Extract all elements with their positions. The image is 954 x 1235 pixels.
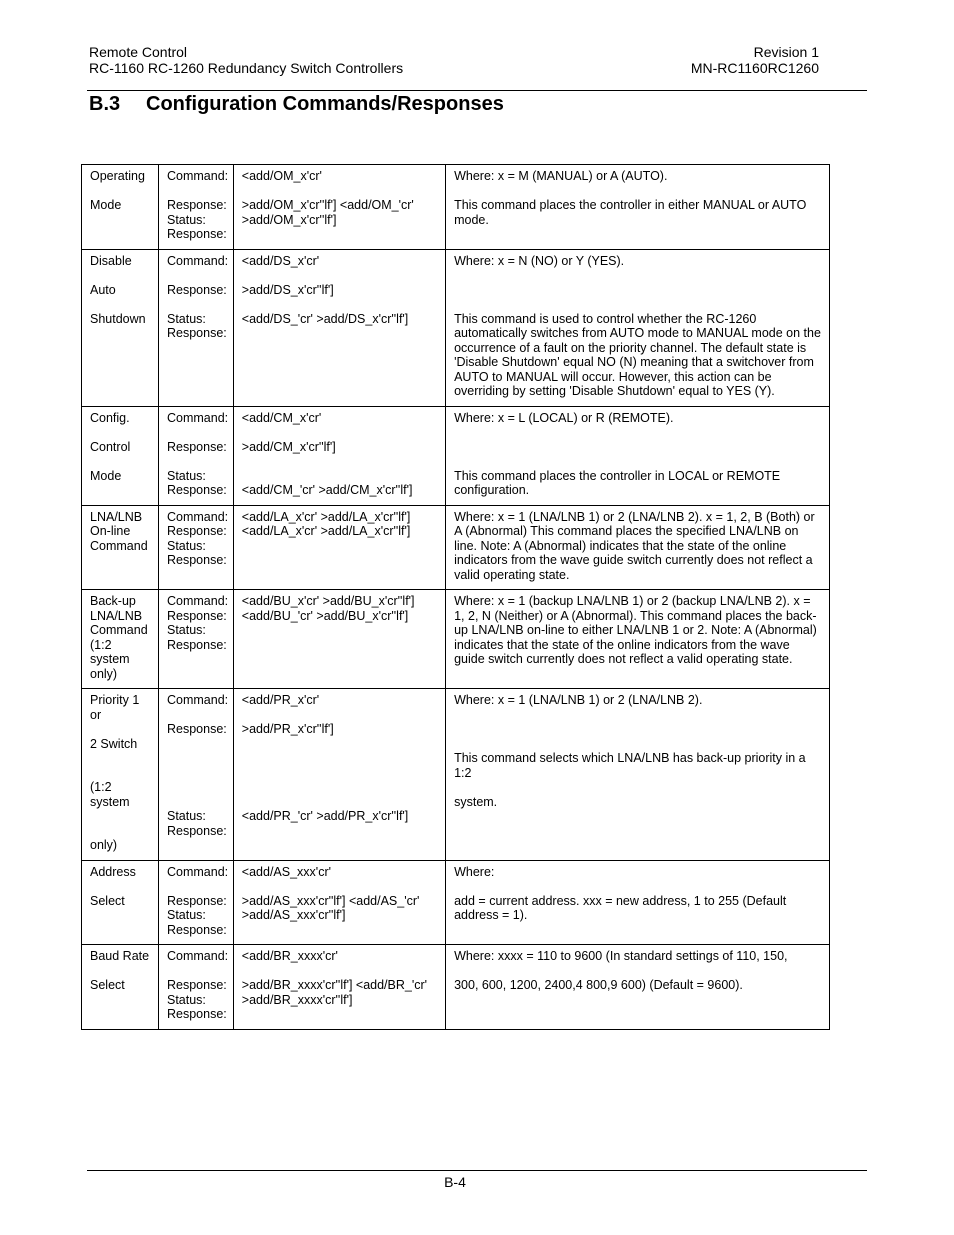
commands-table xyxy=(81,164,830,1030)
command-labels-cell: Command: Response: Status: Response: xyxy=(159,505,234,590)
table-row xyxy=(82,505,830,590)
page-header-right xyxy=(691,44,819,76)
command-name-cell: Baud Rate Select xyxy=(82,945,159,1030)
command-description-cell: Where: add = current address. xxx = new address, 1 to 255 (Default address = 1). xyxy=(446,860,830,945)
command-name-cell: Address Select xyxy=(82,860,159,945)
command-labels-cell: Command: Response: Status: Response: xyxy=(159,860,234,945)
command-labels-cell: Command: Response: Status: Response: xyxy=(159,689,234,861)
command-syntax-cell: <add/OM_x'cr' >add/OM_x'cr''lf'] <add/OM_'cr' >add/OM_x'cr''lf'] xyxy=(233,165,445,250)
header-product: RC-1160 RC-1260 Redundancy Switch Controllers xyxy=(89,60,404,76)
command-syntax-cell: <add/AS_xxx'cr' >add/AS_xxx'cr''lf'] <add/AS_'cr' >add/AS_xxx'cr''lf'] xyxy=(233,860,445,945)
command-syntax-cell: <add/BU_x'cr' >add/BU_x'cr''lf'] <add/BU_'cr' >add/BU_x'cr''lf'] xyxy=(233,590,445,689)
table-row xyxy=(82,406,830,505)
command-labels-cell: Command: Response: Status: Response: xyxy=(159,406,234,505)
header-divider xyxy=(87,90,867,91)
command-name-cell: Disable Auto Shutdown xyxy=(82,249,159,406)
command-labels-cell: Command: Response: Status: Response: xyxy=(159,165,234,250)
command-labels-cell: Command: Response: Status: Response: xyxy=(159,249,234,406)
command-description-cell: Where: x = 1 (LNA/LNB 1) or 2 (LNA/LNB 2). This command selects which LNA/LNB has back-up priority in a 1:2 system. xyxy=(446,689,830,861)
command-name-cell: Config. Control Mode xyxy=(82,406,159,505)
command-name-cell: Operating Mode xyxy=(82,165,159,250)
section-title: Configuration Commands/Responses xyxy=(146,93,504,115)
table-row xyxy=(82,249,830,406)
command-name-cell: Priority 1 or 2 Switch (1:2 system only) xyxy=(82,689,159,861)
page-header-left xyxy=(89,44,403,76)
section-number: B.3 xyxy=(89,93,121,115)
header-chapter: Remote Control xyxy=(89,44,188,60)
command-name-cell: Back-up LNA/LNB Command (1:2 system only) xyxy=(82,590,159,689)
table-row xyxy=(82,860,830,945)
command-description-cell: Where: x = 1 (LNA/LNB 1) or 2 (LNA/LNB 2). x = 1, 2, B (Both) or A (Abnormal) This command places the specified LNA/LNB on line. Note: A (Abnormal) indicates that the state of the online indicators from the wave guide switch currently does not reflect a valid operating state. xyxy=(446,505,830,590)
commands-table-body xyxy=(82,165,830,1030)
command-syntax-cell: <add/PR_x'cr' >add/PR_x'cr''lf'] <add/PR_'cr' >add/PR_x'cr''lf'] xyxy=(233,689,445,861)
footer-divider xyxy=(87,1170,867,1171)
command-description-cell: Where: x = N (NO) or Y (YES). This command is used to control whether the RC-1260 automatically switches from AUTO mode to MANUAL mode on the occurrence of a fault on the priority channel. The default state is 'Disable Shutdown' equal NO (N) meaning that a switchover from AUTO to MANUAL will occur. However, this action can be overriding by setting 'Disable Shutdown' equal to YES (Y). xyxy=(446,249,830,406)
command-description-cell: Where: xxxx = 110 to 9600 (In standard settings of 110, 150, 300, 600, 1200, 2400,4 800,9 600) (Default = 9600). xyxy=(446,945,830,1030)
page-number: B-4 xyxy=(444,1174,466,1190)
section-heading xyxy=(89,92,504,116)
table-row xyxy=(82,689,830,861)
command-syntax-cell: <add/CM_x'cr' >add/CM_x'cr''lf'] <add/CM_'cr' >add/CM_x'cr''lf'] xyxy=(233,406,445,505)
command-name-cell: LNA/LNB On-line Command xyxy=(82,505,159,590)
command-labels-cell: Command: Response: Status: Response: xyxy=(159,590,234,689)
header-revision: Revision 1 xyxy=(753,44,819,60)
command-description-cell: Where: x = 1 (backup LNA/LNB 1) or 2 (backup LNA/LNB 2). x = 1, 2, N (Neither) or A (Abnormal). This command places the back-up LNA/LNB on-line to either LNA/LNB 1 or 2. Note: A (Abnormal) indicates that the state of the online indicators from the wave guide switch currently does not reflect a valid operating state. xyxy=(446,590,830,689)
header-doc-number: MN-RC1160RC1260 xyxy=(690,60,819,76)
command-description-cell: Where: x = M (MANUAL) or A (AUTO). This command places the controller in either MANUAL or AUTO mode. xyxy=(446,165,830,250)
command-syntax-cell: <add/DS_x'cr' >add/DS_x'cr''lf'] <add/DS_'cr' >add/DS_x'cr''lf'] xyxy=(233,249,445,406)
command-syntax-cell: <add/LA_x'cr' >add/LA_x'cr''lf'] <add/LA_x'cr' >add/LA_x'cr''lf'] xyxy=(233,505,445,590)
table-row xyxy=(82,590,830,689)
table-row xyxy=(82,945,830,1030)
table-row xyxy=(82,165,830,250)
command-syntax-cell: <add/BR_xxxx'cr' >add/BR_xxxx'cr''lf'] <add/BR_'cr' >add/BR_xxxx'cr''lf'] xyxy=(233,945,445,1030)
command-labels-cell: Command: Response: Status: Response: xyxy=(159,945,234,1030)
command-description-cell: Where: x = L (LOCAL) or R (REMOTE). This command places the controller in LOCAL or REMOTE configuration. xyxy=(446,406,830,505)
